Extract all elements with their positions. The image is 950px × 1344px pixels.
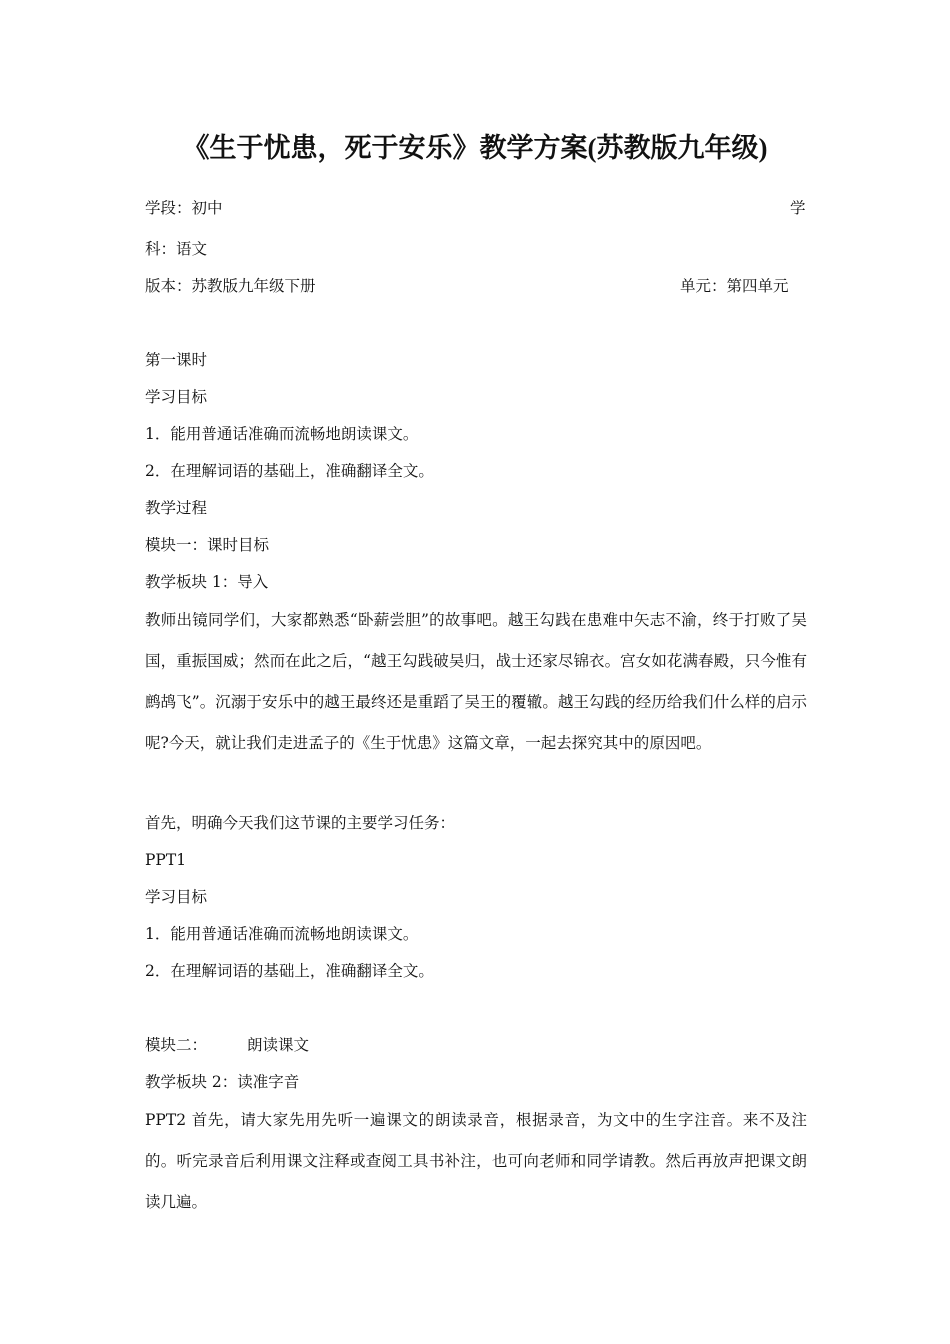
goal-item: 1．能用普通话准确而流畅地朗读课文。 [145,925,419,943]
goal-item: 1．能用普通话准确而流畅地朗读课文。 [145,425,419,443]
block-heading: 教学板块 1：导入 [145,573,269,591]
unit-field: 单元：第四单元 [680,277,789,295]
stage-field: 学段：初中 [145,199,223,217]
intro-paragraph: 教师出镜同学们，大家都熟悉“卧薪尝胆”的故事吧。越王勾践在患难中矢志不渝，终于打败了吴国，重振国威；然而在此之后，“越王勾践破吴归，战士还家尽锦衣。宫女如花满春殿，只今惟有鹧鸪飞”。沉溺于安乐中的越王最终还是重蹈了吴王的覆辙。越王勾践的经历给我们什么样的启示呢?今天，就让我们走进孟子的《生于忧患》这篇文章，一起去探究其中的原因吧。 [145,611,807,752]
subject-field-rest: 科：语文 [145,240,208,258]
ppt-label: PPT1 [145,851,187,869]
module-title: 朗读课文 [247,1036,310,1054]
document-title: 《生于忧患，死于安乐》教学方案(苏教版九年级) [182,133,768,163]
goal-item: 2．在理解词语的基础上，准确翻译全文。 [145,462,434,480]
process-heading: 教学过程 [145,499,208,517]
subject-field-first-char: 学 [790,199,806,217]
module-label: 模块二： [145,1036,208,1054]
block-heading: 教学板块 2：读准字音 [145,1073,300,1091]
module-heading: 模块一：课时目标 [145,536,270,554]
task-intro-line: 首先，明确今天我们这节课的主要学习任务： [145,814,456,832]
edition-field: 版本：苏教版九年级下册 [145,277,316,295]
lesson-period: 第一课时 [145,351,208,369]
goals-heading: 学习目标 [145,888,208,906]
ppt2-paragraph: PPT2 首先，请大家先用先听一遍课文的朗读录音，根据录音，为文中的生字注音。来不及注的。听完录音后利用课文注释或查阅工具书补注，也可向老师和同学请教。然后再放声把课文朗读几遍。 [145,1111,807,1211]
goal-item: 2．在理解词语的基础上，准确翻译全文。 [145,962,434,980]
module-heading [145,1035,309,1055]
goals-heading: 学习目标 [145,388,208,406]
